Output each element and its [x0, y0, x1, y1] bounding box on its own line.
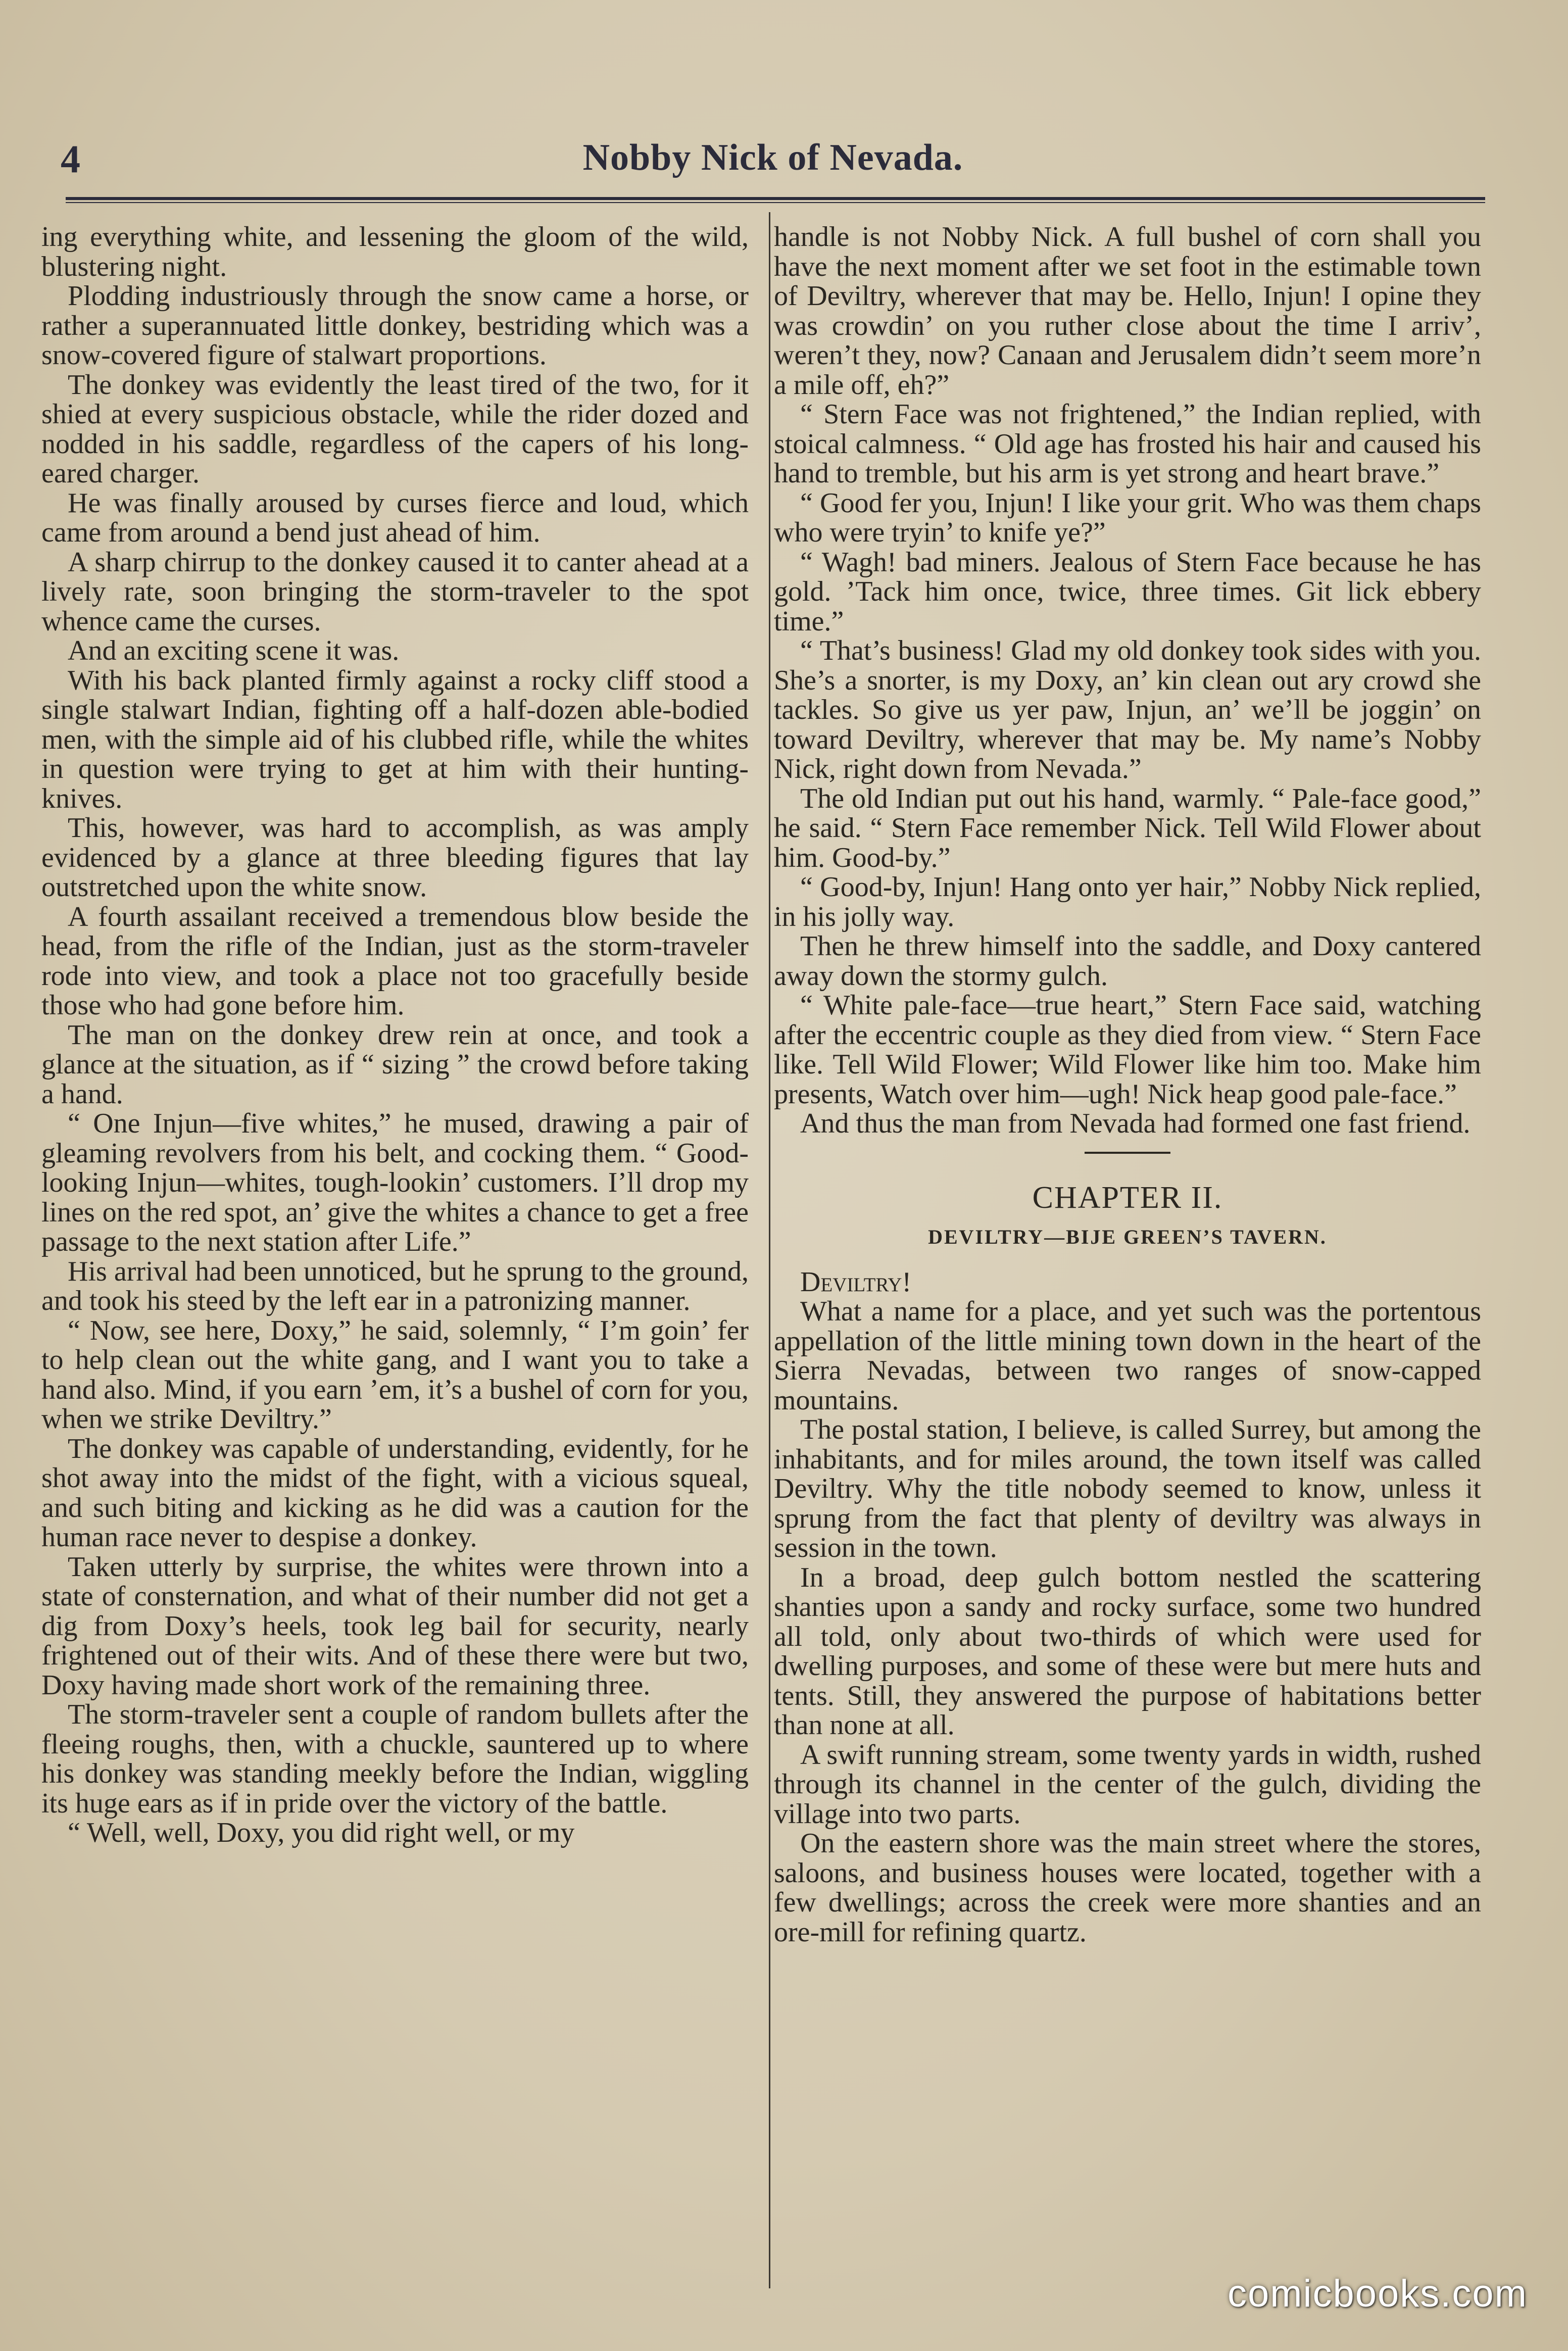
- chapter-subtitle: DEVILTRY—BIJE GREEN’S TAVERN.: [928, 1226, 1327, 1248]
- paragraph: With his back planted firmly against a rocky cliff stood a single stalwart Indian, fighting off a half-dozen able-bodied men, with the simple aid of his clubbed rifle, while the whites in question were trying to get at him with their hunting-knives.: [41, 664, 749, 814]
- paragraph: This, however, was hard to accomplish, as was amply evidenced by a glance at three bleeding figures that lay outstretched upon the white snow.: [41, 812, 749, 903]
- paragraph: The donkey was capable of understanding, evidently, for he shot away into the midst of the fight, with a vicious squeal, and such biting and kicking as he did was a caution for the human race never to despise a donkey.: [41, 1433, 749, 1553]
- chapter-heading: CHAPTER II.: [1032, 1180, 1223, 1215]
- left-column: [41, 222, 749, 2314]
- paragraph: The donkey was evidently the least tired of the two, for it shied at every suspicious obstacle, while the rider dozed and nodded in his saddle, regardless of the capers of his long-eared charger.: [41, 369, 749, 489]
- paragraph: A sharp chirrup to the donkey caused it to canter ahead at a lively rate, soon bringing the storm-traveler to the spot whence came the curses.: [41, 546, 749, 637]
- paragraph: The man on the donkey drew rein at once, and took a glance at the situation, as if “ sizing ” the crowd before taking a hand.: [41, 1019, 749, 1110]
- paragraph: “ Good-by, Injun! Hang onto yer hair,” Nobby Nick replied, in his jolly way.: [774, 871, 1481, 933]
- page-header: [61, 136, 1485, 182]
- paragraph: The storm-traveler sent a couple of random bullets after the fleeing roughs, then, with a chuckle, sauntered up to where his donkey was standing meekly before the Indian, wiggling its huge ears as if in pride over the victory of the battle.: [41, 1699, 749, 1819]
- paragraph: His arrival had been unnoticed, but he sprung to the ground, and took his steed by the left ear in a patronizing manner.: [41, 1255, 749, 1316]
- section-rule: [1085, 1152, 1170, 1154]
- paragraph: And an exciting scene it was.: [68, 635, 400, 666]
- column-divider: [769, 212, 770, 2288]
- chapter-lead: Deviltry!: [800, 1266, 912, 1298]
- paragraph: “ Good fer you, Injun! I like your grit. Who was them chaps who were tryin’ to knife ye?”: [774, 487, 1481, 548]
- paragraph: On the eastern shore was the main street where the stores, saloons, and business houses were located, together with a few dwellings; across the creek were more shanties and an ore-mill for refining quartz.: [774, 1828, 1481, 1948]
- paragraph: “ Stern Face was not frightened,” the Indian replied, with stoical calmness. “ Old age has frosted his hair and caused his hand to tremble, but his arm is yet strong and heart brave.”: [774, 399, 1481, 489]
- header-rule: [66, 197, 1485, 203]
- paragraph: handle is not Nobby Nick. A full bushel of corn shall you have the next moment after we set foot in the estimable town of Deviltry, wherever that may be. Hello, Injun! I opine they was crowdin’ on you ruther close about the time I arriv’, weren’t they, now? Canaan and Jerusalem didn’t seem more’n a mile off, eh?”: [774, 222, 1481, 401]
- paragraph: A swift running stream, some twenty yards in width, rushed through its channel in the center of the gulch, dividing the village into two parts.: [774, 1739, 1481, 1830]
- right-column: [774, 222, 1481, 2314]
- paragraph: The old Indian put out his hand, warmly. “ Pale-face good,” he said. “ Stern Face remember Nick. Tell Wild Flower about him. Good-by.”: [774, 782, 1481, 873]
- paragraph: What a name for a place, and yet such was the portentous appellation of the little mining town down in the heart of the Sierra Nevadas, between two ranges of snow-capped mountains.: [774, 1296, 1481, 1416]
- paragraph: Plodding industriously through the snow came a horse, or rather a superannuated little donkey, bestriding which was a snow-covered figure of stalwart proportions.: [41, 280, 749, 371]
- paragraph: In a broad, deep gulch bottom nestled the scattering shanties upon a sandy and rocky surface, some two hundred all told, only about two-thirds of which were used for dwelling purposes, and some of these were but mere huts and tents. Still, they answered the purpose of habitations better than none at all.: [774, 1561, 1481, 1741]
- paragraph: A fourth assailant received a tremendous blow beside the head, from the rifle of the Indian, just as the storm-traveler rode into view, and took a place not too gracefully beside those who had gone before him.: [41, 901, 749, 1021]
- watermark-text: comicbooks.com: [1228, 2272, 1528, 2315]
- paragraph: He was finally aroused by curses fierce and loud, which came from around a bend just ahead of him.: [41, 487, 749, 548]
- paragraph: “ Well, well, Doxy, you did right well, or my: [68, 1817, 575, 1848]
- paragraph: The postal station, I believe, is called Surrey, but among the inhabitants, and for miles around, the town itself was called Deviltry. Why the title nobody seemed to know, unless it sprung from the fact that plenty of deviltry was always in session in the town.: [774, 1414, 1481, 1563]
- paragraph: Taken utterly by surprise, the whites were thrown into a state of consternation, and what of their number did not get a dig from Doxy’s heels, took leg bail for security, nearly frightened out of their wits. And of these there were but two, Doxy having made short work of the remaining three.: [41, 1551, 749, 1701]
- paragraph: “ One Injun—five whites,” he mused, drawing a pair of gleaming revolvers from his belt, and cocking them. “ Good-looking Injun—whites, tough-lookin’ customers. I’ll drop my lines on the red spot, an’ give the whites a chance to get a free passage to the next station after Life.”: [41, 1108, 749, 1257]
- paragraph: “ White pale-face—true heart,” Stern Face said, watching after the eccentric couple as they died from view. “ Stern Face like. Tell Wild Flower; Wild Flower like him too. Make him presents, Watch over him—ugh! Nick heap good pale-face.”: [774, 990, 1481, 1110]
- paragraph: “ Wagh! bad miners. Jealous of Stern Face because he has gold. ’Tack him once, twice, three times. Git lick ebbery time.”: [774, 546, 1481, 637]
- page-number: 4: [61, 137, 80, 181]
- paragraph: “ Now, see here, Doxy,” he said, solemnly, “ I’m goin’ fer to help clean out the white gang, and I want you to take a hand also. Mind, if you earn ’em, it’s a bushel of corn for you, when we strike Deviltry.”: [41, 1314, 749, 1435]
- running-title: Nobby Nick of Nevada.: [582, 137, 963, 178]
- paragraph: ing everything white, and lessening the gloom of the wild, blustering night.: [41, 222, 749, 282]
- paragraph: Then he threw himself into the saddle, and Doxy cantered away down the stormy gulch.: [774, 930, 1481, 992]
- paragraph: And thus the man from Nevada had formed one fast friend.: [800, 1108, 1471, 1139]
- paragraph: “ That’s business! Glad my old donkey took sides with you. She’s a snorter, is my Doxy, an’ kin clean out ary crowd she tackles. So give us yer paw, Injun, an’ we’ll be joggin’ on toward Deviltry, wherever that may be. My name’s Nobby Nick, right down from Nevada.”: [774, 635, 1481, 785]
